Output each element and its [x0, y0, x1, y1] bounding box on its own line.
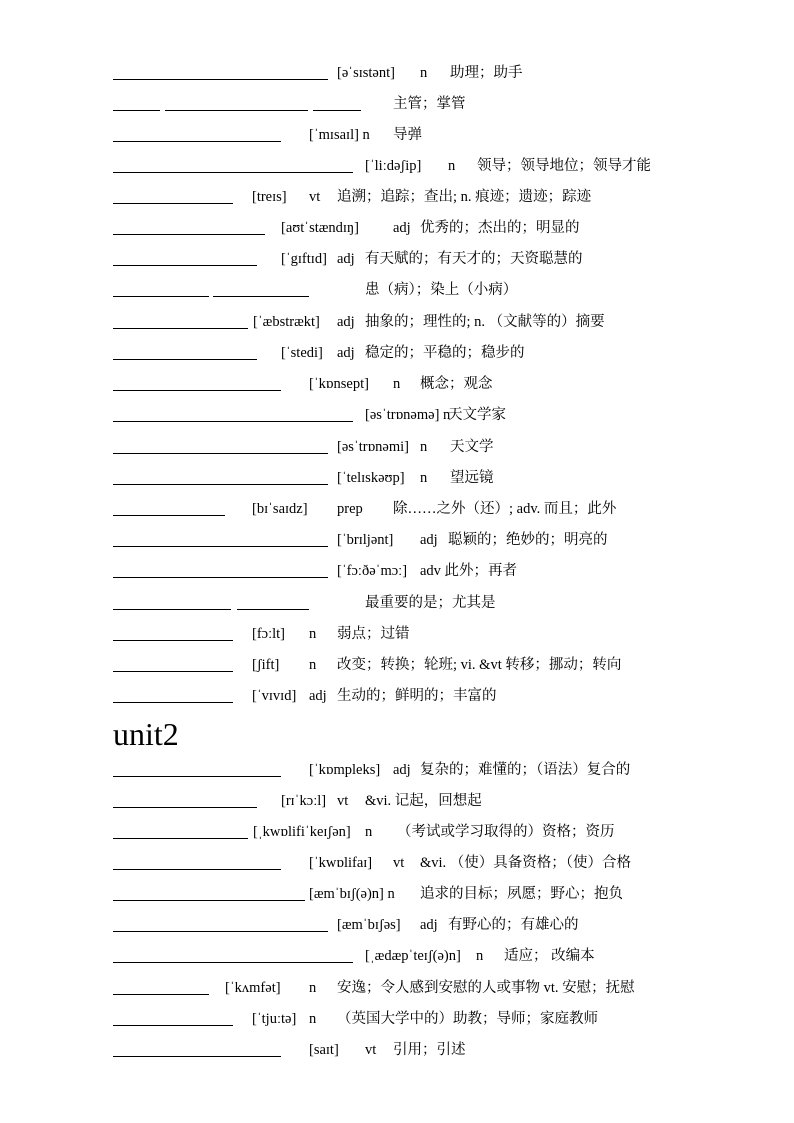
vocab-row — [113, 124, 713, 146]
answer-blank-line — [113, 1025, 233, 1026]
definition-text: n — [365, 824, 373, 840]
definition-text: adj — [420, 532, 438, 548]
answer-blank-line — [113, 609, 231, 610]
phonetic-text: [əˈsɪstənt] — [337, 65, 395, 81]
vocab-row — [113, 654, 713, 676]
answer-blank-line — [113, 141, 281, 142]
definition-text: （考试或学习取得的）资格；资历 — [397, 824, 615, 840]
definition-text: 复杂的；难懂的；（语法）复合的 — [420, 762, 631, 778]
definition-text: 追溯；追踪；查出; n. 痕迹；遗迹；踪迹 — [337, 189, 592, 205]
vocab-row — [113, 529, 713, 551]
definition-text: n — [309, 980, 317, 996]
definition-text: 天文学家 — [448, 407, 506, 423]
vocab-row — [113, 977, 713, 999]
phonetic-text: [ˈmɪsaɪl] n — [309, 127, 370, 143]
answer-blank-line — [113, 546, 328, 547]
vocab-row — [113, 248, 713, 270]
answer-blank-line — [113, 515, 225, 516]
vocab-row — [113, 623, 713, 645]
answer-blank-line — [113, 671, 233, 672]
definition-text: 最重要的是；尤其是 — [365, 595, 496, 611]
vocab-row — [113, 93, 713, 115]
vocab-row — [113, 155, 713, 177]
definition-text: n — [309, 626, 317, 642]
definition-text: 导弹 — [393, 127, 422, 143]
definition-text: vt — [365, 1042, 377, 1058]
definition-text: adj — [337, 345, 355, 361]
definition-text: adj — [337, 314, 355, 330]
definition-text: n — [309, 657, 317, 673]
definition-text: n — [448, 158, 456, 174]
definition-text: adj — [309, 688, 327, 704]
vocab-row — [113, 404, 713, 426]
answer-blank-line — [113, 390, 281, 391]
answer-blank-line — [113, 328, 248, 329]
definition-text: 弱点；过错 — [337, 626, 410, 642]
vocab-row — [113, 821, 713, 843]
vocab-row — [113, 1008, 713, 1030]
definition-text: &vi. （使）具备资格；（使）合格 — [420, 855, 632, 871]
answer-blank-line — [113, 172, 353, 173]
vocab-row — [113, 186, 713, 208]
vocab-row — [113, 852, 713, 874]
phonetic-text: [ˈfɔːðəˈmɔː] — [337, 563, 408, 579]
vocab-row — [113, 1039, 713, 1061]
answer-blank-line — [213, 296, 309, 297]
phonetic-text: [æmˈbɪʃ(ə)n] n — [309, 886, 395, 902]
phonetic-text: [treɪs] — [252, 189, 287, 205]
phonetic-text: [ˈæbstrækt] — [253, 314, 320, 330]
answer-blank-line — [165, 110, 308, 111]
definition-text: vt — [393, 855, 405, 871]
answer-blank-line — [113, 234, 265, 235]
phonetic-text: [ˈvɪvɪd] — [252, 688, 297, 704]
definition-text: 望远镜 — [450, 470, 494, 486]
definition-text: prep — [337, 501, 363, 517]
answer-blank-line — [113, 359, 257, 360]
definition-text: 患（病）；染上（小病） — [365, 282, 518, 298]
phonetic-text: [ˌædæpˈteɪʃ(ə)n] — [365, 948, 461, 964]
phonetic-text: [ˈkɒnsept] — [309, 376, 369, 392]
phonetic-text: [saɪt] — [309, 1042, 339, 1058]
definition-text: 适应； 改编本 — [504, 948, 595, 964]
definition-text: （英国大学中的）助教；导师；家庭教师 — [337, 1011, 598, 1027]
definition-text: adj — [393, 220, 411, 236]
definition-text: 生动的；鲜明的；丰富的 — [337, 688, 497, 704]
phonetic-text: [ˌkwɒlifiˈkeɪʃən] — [253, 824, 351, 840]
vocab-row — [113, 759, 713, 781]
vocab-row — [113, 342, 713, 364]
definition-text: vt — [309, 189, 321, 205]
phonetic-text: [əsˈtrɒnəmi] — [337, 439, 409, 455]
vocab-row — [113, 62, 713, 84]
phonetic-text: [rɪˈkɔːl] — [281, 793, 327, 809]
definition-text: 领导；领导地位；领导才能 — [477, 158, 651, 174]
answer-blank-line — [113, 962, 353, 963]
phonetic-text: [aʊtˈstændɪŋ] — [281, 220, 359, 236]
definition-text: 安逸；令人感到安慰的人或事物 vt. 安慰；抚慰 — [337, 980, 635, 996]
definition-text: 抽象的；理性的; n. （文献等的）摘要 — [365, 314, 605, 330]
answer-blank-line — [237, 609, 309, 610]
phonetic-text: [ˈkɒmpleks] — [309, 762, 381, 778]
definition-text: adj — [337, 251, 355, 267]
answer-blank-line — [113, 296, 209, 297]
vocab-row — [113, 436, 713, 458]
definition-text: n — [420, 470, 428, 486]
phonetic-text: [æmˈbɪʃəs] — [337, 917, 401, 933]
answer-blank-line — [113, 931, 328, 932]
answer-blank-line — [113, 1056, 281, 1057]
definition-text: 稳定的；平稳的；稳步的 — [365, 345, 525, 361]
definition-text: n — [420, 439, 428, 455]
definition-text: n — [420, 65, 428, 81]
phonetic-text: [bɪˈsaɪdz] — [252, 501, 308, 517]
phonetic-text: [ʃift] — [252, 657, 280, 673]
answer-blank-line — [113, 577, 328, 578]
vocab-row — [113, 467, 713, 489]
answer-blank-line — [113, 484, 328, 485]
definition-text: n — [476, 948, 484, 964]
phonetic-text: [ˈstedi] — [281, 345, 323, 361]
phonetic-text: [ˈtelɪskəʊp] — [337, 470, 405, 486]
vocab-row — [113, 560, 713, 582]
vocab-row — [113, 217, 713, 239]
vocab-row — [113, 311, 713, 333]
answer-blank-line — [113, 776, 281, 777]
definition-text: 优秀的；杰出的；明显的 — [420, 220, 580, 236]
definition-text: 有天赋的；有天才的；天资聪慧的 — [365, 251, 583, 267]
answer-blank-line — [113, 640, 233, 641]
answer-blank-line — [113, 265, 257, 266]
definition-text: n — [393, 376, 401, 392]
definition-text: vt — [337, 793, 349, 809]
definition-text: 有野心的；有雄心的 — [448, 917, 579, 933]
answer-blank-line — [113, 869, 281, 870]
phonetic-text: [ˈgɪftɪd] — [281, 251, 327, 267]
vocab-row — [113, 914, 713, 936]
vocab-row — [113, 592, 713, 614]
definition-text: adj — [420, 917, 438, 933]
unit2-heading: unit2 — [113, 716, 179, 752]
vocab-row — [113, 945, 713, 967]
answer-blank-line — [113, 702, 233, 703]
definition-text: 除……之外（还）; adv. 而且；此外 — [393, 501, 617, 517]
answer-blank-line — [113, 421, 353, 422]
vocab-row — [113, 279, 713, 301]
answer-blank-line — [113, 807, 257, 808]
definition-text: adv 此外；再者 — [420, 563, 518, 579]
definition-text: 改变；转换；轮班; vi. &vt 转移；挪动；转向 — [337, 657, 622, 673]
definition-text: 引用；引述 — [393, 1042, 466, 1058]
phonetic-text: [ˈkwɒlifaɪ] — [309, 855, 373, 871]
phonetic-text: [ˈliːdəʃip] — [365, 158, 422, 174]
answer-blank-line — [113, 110, 160, 111]
answer-blank-line — [113, 838, 248, 839]
definition-text: 概念；观念 — [420, 376, 493, 392]
answer-blank-line — [113, 994, 209, 995]
answer-blank-line — [313, 110, 361, 111]
definition-text: 天文学 — [450, 439, 494, 455]
vocab-row — [113, 790, 713, 812]
phonetic-text: [ˈbrɪljənt] — [337, 532, 394, 548]
phonetic-text: [ˈkʌmfət] — [225, 980, 281, 996]
definition-text: 追求的目标；夙愿；野心；抱负 — [420, 886, 623, 902]
definition-text: &vi. 记起，回想起 — [365, 793, 482, 809]
phonetic-text: [fɔːlt] — [252, 626, 286, 642]
definition-text: 聪颖的；绝妙的；明亮的 — [448, 532, 608, 548]
vocab-row — [113, 498, 713, 520]
vocab-row — [113, 373, 713, 395]
vocab-row — [113, 685, 713, 707]
definition-text: n — [309, 1011, 317, 1027]
answer-blank-line — [113, 79, 328, 80]
definition-text: adj — [393, 762, 411, 778]
answer-blank-line — [113, 900, 305, 901]
answer-blank-line — [113, 453, 328, 454]
vocab-row — [113, 883, 713, 905]
definition-text: 主管；掌管 — [393, 96, 466, 112]
definition-text: 助理；助手 — [450, 65, 523, 81]
phonetic-text: [əsˈtrɒnəmə] n — [365, 407, 451, 423]
phonetic-text: [ˈtjuːtə] — [252, 1011, 297, 1027]
answer-blank-line — [113, 203, 233, 204]
